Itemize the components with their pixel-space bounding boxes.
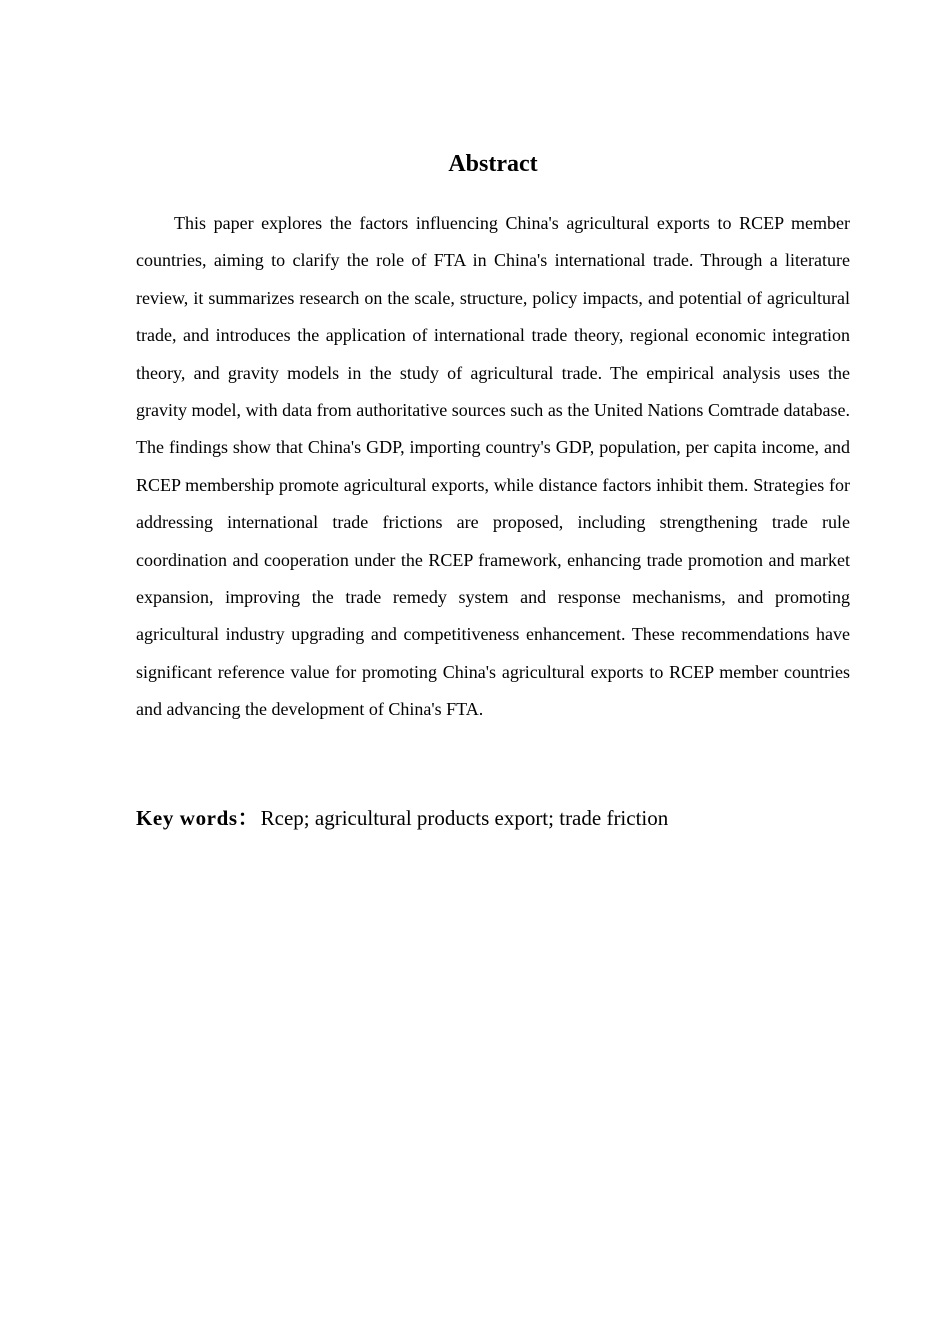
abstract-title: Abstract <box>448 151 538 177</box>
keywords-separator: ： <box>237 806 259 830</box>
keywords-value: Rcep; agricultural products export; trade friction <box>260 806 669 830</box>
abstract-paragraph: This paper explores the factors influencing China's agricultural exports to RCEP member countries, aiming to clarify the role of FTA in China's international trade. Through a literature review, it summarizes research on the scale, structure, policy impacts, and potential of agricultural trade, and introduces the application of international trade theory, regional economic integration theory, and gravity models in the study of agricultural trade. The empirical analysis uses the gravity model, with data from authoritative sources such as the United Nations Comtrade database. The findings show that China's GDP, importing country's GDP, population, per capita income, and RCEP membership promote agricultural exports, while distance factors inhibit them. Strategies for addressing international trade frictions are proposed, including strengthening trade rule coordination and cooperation under the RCEP framework, enhancing trade promotion and market expansion, improving the trade remedy system and response mechanisms, and promoting agricultural industry upgrading and competitiveness enhancement. These recommendations have significant reference value for promoting China's agricultural exports to RCEP member countries and advancing the development of China's FTA. <box>136 213 850 720</box>
keywords-line <box>136 801 850 835</box>
keywords-label: Key words <box>136 806 238 830</box>
